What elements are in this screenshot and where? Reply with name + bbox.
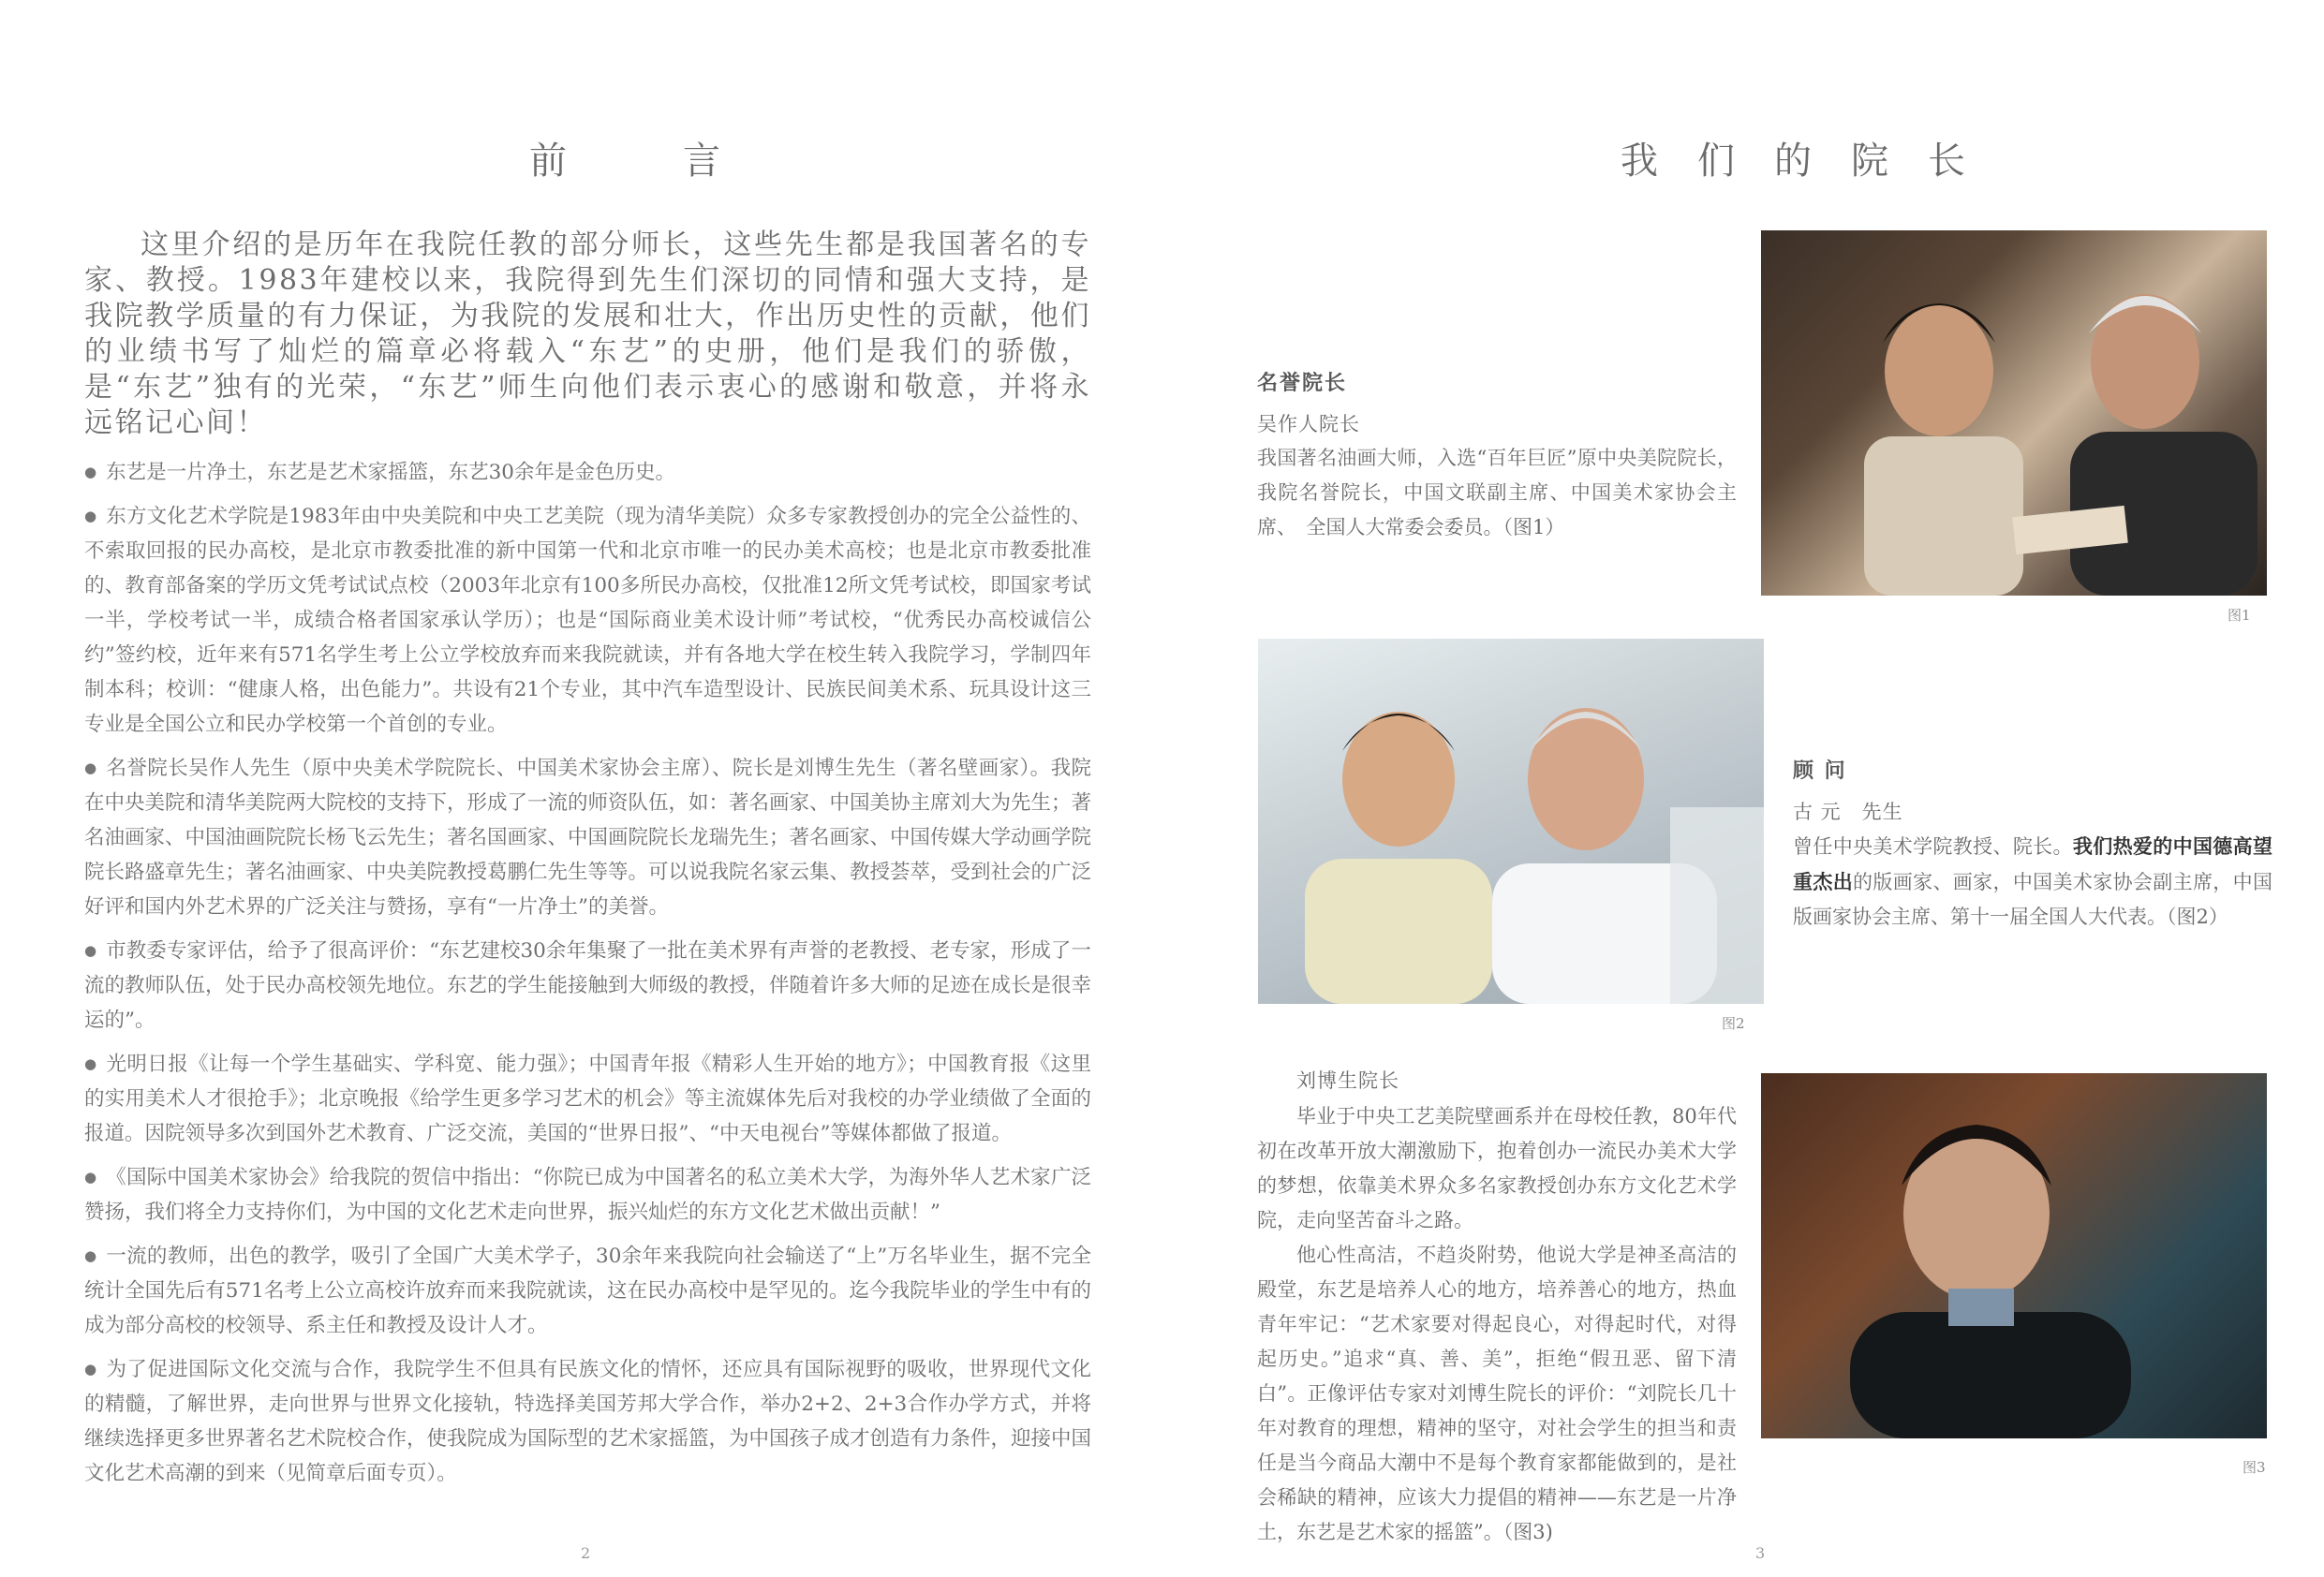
honorary-name: 吴作人院长 bbox=[1257, 413, 1360, 435]
page-number: 2 bbox=[581, 1544, 591, 1562]
photo-figures bbox=[1761, 1073, 2267, 1438]
preface-intro: 这里介绍的是历年在我院任教的部分师长，这些先生都是我国著名的专家、教授。1983年建校以来，我院得到先生们深切的同情和强大支持，是我院教学质量的有力保证，为我院的发展和壮大，作出历史性的贡献，他们的业绩书写了灿烂的篇章必将载入“东艺”的史册，他们是我们的骄傲，是“东艺”独有的光荣，“东艺”师生向他们表示衷心的感谢和敬意，并将永远铭记心间！ bbox=[84, 228, 1091, 439]
right-page bbox=[1162, 0, 2324, 1577]
advisor-heading: 顾 问 bbox=[1793, 759, 1847, 783]
photo-figures bbox=[1258, 639, 1764, 1004]
list-item: ● 东方文化艺术学院是1983年由中央美院和中央工艺美院（现为清华美院）众多专家教授创办的完全公益性的、不索取回报的民办高校，是北京市教委批准的新中国第一代和北京市唯一的民办美术高校；也是北京市教委批准的、教育部备案的学历文凭考试试点校（2003年北京有100多所民办高校，仅批准12所文凭考试校，即国家考试一半，学校考试一半，成绩合格者国家承认学历）；也是“国际商业美术设计师”考试校，“优秀民办高校诚信公约”签约校，近年来有571名学生考上公立学校放弃而来我院就读，并有各地大学在校生转入我院学习，学制四年制本科；校训：“健康人格，出色能力”。共设有21个专业，其中汽车造型设计、民族民间美术系、玩具设计这三专业是全国公立和民办学校第一个首创的专业。 bbox=[84, 499, 1091, 742]
advisor-text-emphasis: 我们热爱的中国德高望重杰出 bbox=[1793, 834, 2273, 893]
president-name: 刘博生院长 bbox=[1296, 1069, 1399, 1092]
photo-president bbox=[1761, 1073, 2267, 1438]
list-item: ● 为了促进国际文化交流与合作，我院学生不但具有民族文化的情怀，还应具有国际视野的吸收，世界现代文化的精髓，了解世界，走向世界与世界文化接轨，特选择美国芳邦大学合作，举办2+2、2+3合作办学方式，并将继续选择更多世界著名艺术院校合作，使我院成为国际型的艺术家摇篮，为中国孩子成才创造有力条件，迎接中国文化艺术高潮的到来（见简章后面专页）。 bbox=[84, 1352, 1091, 1491]
photo-honorary-president bbox=[1761, 230, 2267, 596]
photo-figures bbox=[1761, 230, 2267, 596]
preface-bullet-list bbox=[84, 455, 1091, 1500]
page-title-presidents: 我们的院长 bbox=[1621, 140, 2005, 183]
honorary-president-block bbox=[1257, 367, 1737, 545]
advisor-name: 古 元 先生 bbox=[1793, 801, 1903, 823]
list-item: ● 《国际中国美术家协会》给我院的贺信中指出：“你院已成为中国著名的私立美术大学，为海外华人艺术家广泛赞扬，我们将全力支持你们，为中国的文化艺术走向世界，振兴灿烂的东方文化艺术做出贡献！” bbox=[84, 1160, 1091, 1230]
photo-advisor bbox=[1258, 639, 1764, 1004]
list-item: ● 光明日报《让每一个学生基础实、学科宽、能力强》；中国青年报《精彩人生开始的地方》；中国教育报《这里的实用美术人才很抢手》；北京晚报《给学生更多学习艺术的机会》等主流媒体先后对我校的办学业绩做了全面的报道。因院领导多次到国外艺术教育、广泛交流，美国的“世界日报”、“中天电视台”等媒体都做了报道。 bbox=[84, 1047, 1091, 1151]
caption-figure-1: 图1 bbox=[2228, 607, 2251, 624]
honorary-heading: 名誉院长 bbox=[1257, 371, 1348, 395]
page-number: 3 bbox=[1755, 1544, 1766, 1562]
list-item: ● 东艺是一片净土，东艺是艺术家摇篮，东艺30余年是金色历史。 bbox=[84, 455, 1091, 490]
page-title-preface: 前 言 bbox=[529, 140, 760, 183]
advisor-text bbox=[1793, 829, 2272, 935]
advisor-text-part: 的版画家、画家，中国美术家协会副主席，中国版画家协会主席、第十一届全国人大代表。（图2） bbox=[1793, 871, 2273, 928]
president-text-paragraph: 他心性高洁，不趋炎附势，他说大学是神圣高洁的殿堂，东艺是培养人心的地方，培养善心的地方，热血青年牢记：“艺术家要对得起良心，对得起时代，对得起历史。”追求“真、善、美”，拒绝“假丑恶、留下清白”。正像评估专家对刘博生院长的评价：“刘院长几十年对教育的理想，精神的坚守，对社会学生的担当和责任是当今商品大潮中不是每个教育家都能做到的，是社会稀缺的精神，应该大力提倡的精神——东艺是一片净土，东艺是艺术家的摇篮”。（图3) bbox=[1257, 1244, 1737, 1543]
president-block bbox=[1257, 1066, 1737, 1550]
advisor-block bbox=[1793, 755, 2272, 935]
president-text-paragraph: 毕业于中央工艺美院壁画系并在母校任教，80年代初在改革开放大潮激励下，抱着创办一流民办美术大学的梦想，依靠美术界众多名家教授创办东方文化艺术学院，走向坚苦奋斗之路。 bbox=[1257, 1105, 1737, 1231]
honorary-text: 我国著名油画大师，入选“百年巨匠”原中央美院院长，我院名誉院长，中国文联副主席、中国美术家协会主席、 全国人大常委会委员。（图1） bbox=[1257, 447, 1737, 538]
advisor-text-part: 曾任中央美术学院教授、院长。 bbox=[1793, 835, 2073, 858]
list-item: ● 一流的教师，出色的教学，吸引了全国广大美术学子，30余年来我院向社会输送了“上”万名毕业生，据不完全统计全国先后有571名考上公立高校许放弃而来我院就读，这在民办高校中是罕见的。迄今我院毕业的学生中有的成为部分高校的校领导、系主任和教授及设计人才。 bbox=[84, 1239, 1091, 1343]
caption-figure-3: 图3 bbox=[2243, 1459, 2266, 1476]
list-item: ● 名誉院长吴作人先生（原中央美术学院院长、中国美术家协会主席）、院长是刘博生先生（著名壁画家）。我院在中央美院和清华美院两大院校的支持下，形成了一流的师资队伍，如：著名画家、中国美协主席刘大为先生；著名油画家、中国油画院院长杨飞云先生；著名国画家、中国画院院长龙瑞先生；著名画家、中国传媒大学动画学院院长路盛章先生；著名油画家、中央美院教授葛鹏仁先生等等。可以说我院名家云集、教授荟萃，受到社会的广泛好评和国内外艺术界的广泛关注与赞扬，享有“一片净土”的美誉。 bbox=[84, 751, 1091, 924]
caption-figure-2: 图2 bbox=[1722, 1015, 1745, 1032]
list-item: ● 市教委专家评估，给予了很高评价：“东艺建校30余年集聚了一批在美术界有声誉的老教授、老专家，形成了一流的教师队伍，处于民办高校领先地位。东艺的学生能接触到大师级的教授，伴随着许多大师的足迹在成长是很幸运的”。 bbox=[84, 934, 1091, 1038]
